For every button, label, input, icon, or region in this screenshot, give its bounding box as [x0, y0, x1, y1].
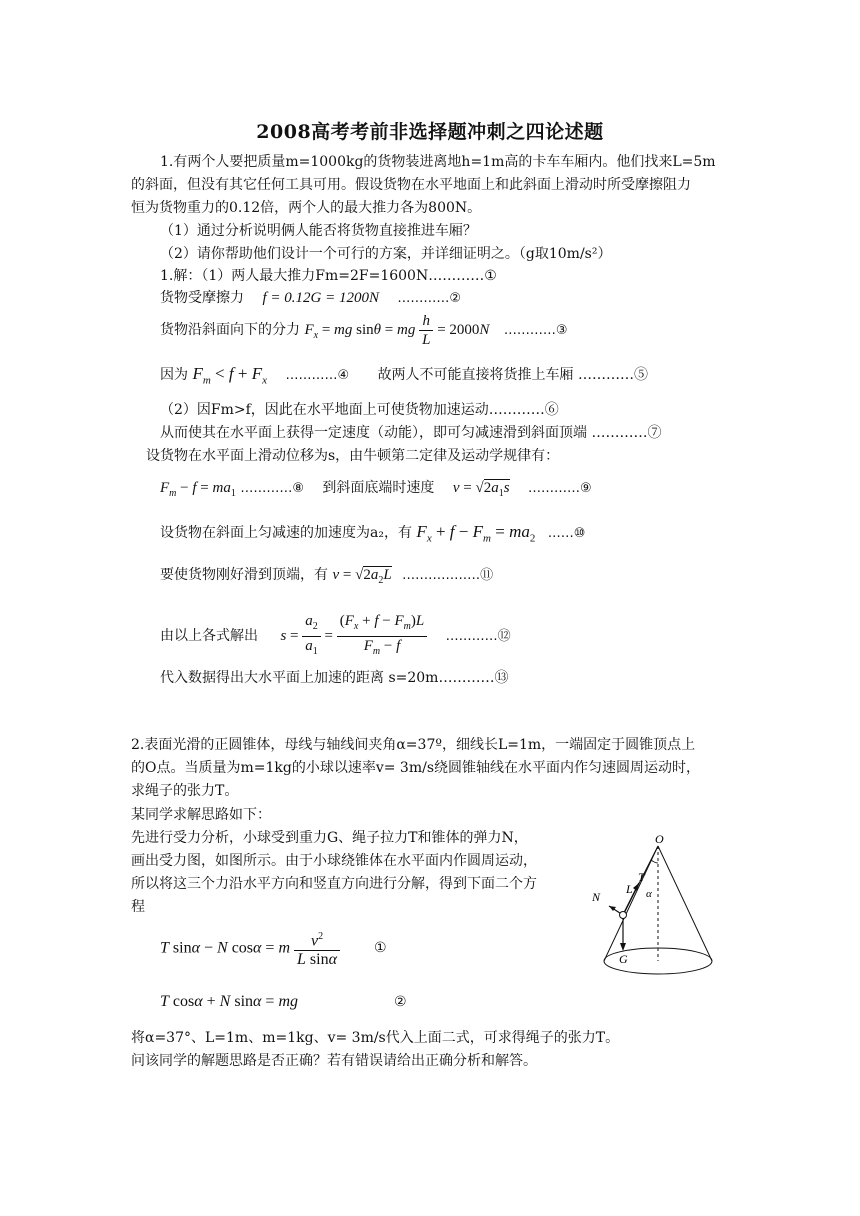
p1-step-2-mark: …………②	[397, 291, 462, 306]
p2-equation-1-mark: ①	[374, 940, 387, 957]
page-title: 2008高考考前非选择题冲刺之四论述题	[256, 121, 604, 143]
p2-equation-1: T sinα − N cosα = m $\frac{v^2}{\text{L sinα}}$ ①	[160, 928, 387, 969]
p2-line7: 所以将这三个力沿水平方向和竖直方向进行分解，得到下面二个方	[131, 876, 537, 892]
p1-step-9-text: 到斜面底端时速度	[322, 480, 435, 496]
p2-equation-2: T cosα + N sinα = mg ②	[160, 993, 407, 1010]
p2-line2: 的O点。当质量为m=1kg的小球以速率v= 3m/s绕圆锥轴线在水平面内作匀速圆周运动时，	[131, 760, 701, 776]
p1-step-10-mark: ……⑩	[547, 526, 586, 541]
p2-line8: 程	[131, 899, 145, 915]
p1-step-9-mark: …………⑧	[240, 481, 304, 496]
p2-equation-2-mark: ②	[394, 994, 407, 1010]
p1-step-9	[160, 478, 592, 504]
p2-line9: 将α=37°、L=1m、m=1kg、v= 3m/s代入上面二式，可求得绳子的张力T。	[131, 1030, 620, 1046]
p1-step-2	[160, 288, 461, 309]
p1-step-3-equation: $F_x$ = mg sinθ = mg $\frac{h}{L}$ = 2000N	[304, 313, 490, 348]
cone-force-diagram	[585, 830, 725, 980]
p1-step-4-mark: …………④	[285, 368, 350, 383]
p1-step-11-label: 要使货物刚好滑到顶端，有	[160, 567, 328, 583]
p1-step-4-equation: $F_m < f + F_x$	[192, 364, 267, 387]
p1-step-3	[160, 312, 568, 349]
p1-step-4	[160, 364, 648, 390]
p1-step-12	[160, 612, 511, 661]
p1-step-2-equation: f = 0.12G = 1200N	[262, 290, 379, 306]
p2-line10: 问该同学的解题思路是否正确？若有错误请给出正确分析和解答。	[131, 1053, 537, 1069]
p1-step-12-equation: s = $\frac{a_2}{a_1}$ = $\frac{(F_x + f - F_m)L}{F_m - f}$	[280, 628, 427, 644]
p1-step-12-label: 由以上各式解出	[160, 627, 258, 644]
label-alpha: α	[646, 888, 652, 900]
p1-step-6: （2）因Fm>f，因此在水平地面上可使货物加速运动…………⑥	[160, 402, 559, 418]
cone-generatrix-left	[604, 846, 658, 961]
p2-line3: 求绳子的张力T。	[131, 783, 239, 799]
p1-step-1: 1.解：（1）两人最大推力Fm=2F=1600N…………①	[160, 268, 497, 284]
p1-step-10-label: 设货物在斜面上匀减速的加速度为a₂，有	[160, 525, 412, 541]
label-O: O	[655, 832, 664, 846]
p2-line5: 先进行受力分析，小球受到重力G、绳子拉力T和锥体的弹力N，	[131, 830, 528, 846]
angle-arc	[651, 860, 658, 863]
p1-step-7: 从而使其在水平面上获得一定速度（动能），即可匀减速滑到斜面顶端 …………⑦	[160, 425, 662, 441]
p1-step-11-equation: $v = √2a_2L$	[332, 567, 392, 586]
p1-question-2: （2）请你帮助他们设计一个可行的方案，并详细证明之。（g取10m/s²）	[160, 246, 612, 262]
p1-intro-line2: 的斜面，但没有其它任何工具可用。假设货物在水平地面上和此斜面上滑动时所受摩擦阻力	[131, 177, 691, 193]
p2-line6: 画出受力图，如图所示。由于小球绕锥体在水平面内作圆周运动，	[131, 853, 537, 869]
label-G: G	[619, 952, 628, 966]
p1-intro-line3: 恒为货物重力的0.12倍，两个人的最大推力各为800N。	[131, 200, 482, 216]
label-T: T	[638, 870, 645, 884]
tension-arrowhead	[633, 883, 639, 891]
p1-step-10-equation: $F_x + f - F_m = ma_2$	[416, 522, 536, 545]
gravity-arrowhead	[620, 943, 626, 951]
p1-question-1: （1）通过分析说明俩人能否将货物直接推进车厢？	[160, 223, 477, 239]
p2-line1: 2.表面光滑的正圆锥体，母线与轴线间夹角α=37º，细线长L=1m，一端固定于圆锥顶点上	[131, 737, 696, 753]
p1-step-4-label: 因为	[160, 367, 188, 383]
p1-step-5: 故两人不可能直接将货推上车厢 …………⑤	[377, 367, 649, 383]
p2-line4: 某同学求解思路如下：	[131, 807, 271, 823]
ball	[620, 912, 627, 919]
p1-step-11-mark: ………………⑪	[402, 568, 494, 583]
p1-step-12-mark: …………⑫	[445, 628, 511, 644]
label-L: L	[626, 882, 633, 896]
p1-intro-line1: 1.有两个人要把质量m=1000kg的货物装进离地h=1m高的卡车车厢内。他们找来L=5m	[160, 154, 716, 170]
label-N: N	[592, 890, 601, 904]
p1-step-9-mark2: …………⑨	[528, 481, 592, 496]
p1-step-9-equation: $F_m - f = ma_1$	[160, 480, 236, 499]
p1-step-8: 设货物在水平面上滑动位移为s，由牛顿第二定律及运动学规律有：	[146, 448, 560, 464]
p1-step-3-mark: …………③	[503, 322, 568, 338]
p1-step-10	[160, 522, 585, 548]
p1-step-2-label: 货物受摩擦力	[160, 290, 244, 306]
p1-step-3-label: 货物沿斜面向下的分力	[160, 321, 300, 338]
p1-step-11	[160, 565, 493, 591]
p1-step-13: 代入数据得出大水平面上加速的距离 s=20m…………⑬	[160, 670, 509, 686]
p1-step-9-velocity: $v = √2a_1s$	[452, 480, 510, 499]
cone-generatrix-right	[658, 846, 712, 961]
